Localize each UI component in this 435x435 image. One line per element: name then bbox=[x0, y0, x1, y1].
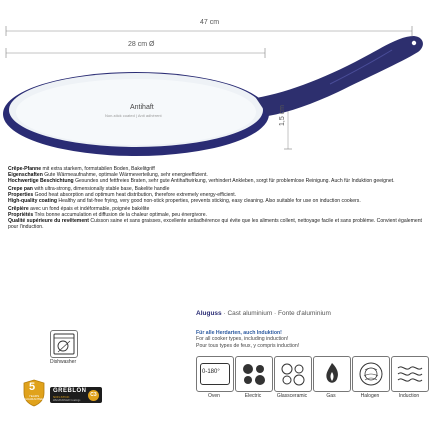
en-title-label: Crepe pan bbox=[8, 186, 33, 192]
herd-fr: Pour tous types de feux, y compris induction! bbox=[196, 342, 300, 349]
gas-icon bbox=[314, 357, 350, 391]
description bbox=[8, 166, 428, 232]
greblon-badge bbox=[50, 387, 102, 403]
fr-title-label: Crêpière bbox=[8, 206, 29, 212]
herd-en: For all cooker types, including induction! bbox=[196, 336, 289, 343]
material-de: Aluguss bbox=[196, 310, 222, 317]
guarantee-years: 5 bbox=[29, 381, 36, 393]
induction-icon bbox=[392, 357, 428, 391]
material-sep2: · bbox=[272, 310, 279, 317]
description-en bbox=[8, 186, 428, 204]
cooker-label-oven: Oven bbox=[208, 393, 220, 399]
guarantee-badge bbox=[20, 378, 48, 408]
material-line bbox=[196, 310, 331, 317]
fr-props-label: Propriétés bbox=[8, 212, 34, 218]
greblon-sub: NON-STICK bbox=[53, 395, 70, 399]
handle-hang-hole bbox=[412, 41, 416, 45]
description-fr bbox=[8, 206, 428, 230]
product-drawing bbox=[0, 0, 435, 160]
cooker-label-induction: Induction bbox=[398, 393, 420, 399]
en-props-label: Properties bbox=[8, 192, 34, 198]
cooker-halogen bbox=[352, 356, 390, 392]
cooker-label-electric: Electric bbox=[244, 393, 262, 399]
material-sep: · bbox=[221, 310, 228, 317]
herd-title: Für alle Herdarten, auch Induktion! bbox=[196, 330, 282, 336]
dishwasher-badge bbox=[50, 330, 78, 358]
pan-inner-surface bbox=[16, 79, 256, 145]
coating-title: Antihaft bbox=[130, 104, 154, 111]
material-fr: Fonte d'aluminium bbox=[278, 310, 331, 317]
diameter-label: 28 cm Ø bbox=[128, 41, 155, 48]
en-props-text: Good heat absorption and optimum heat distribution, therefore extremely energy-efficient. bbox=[33, 192, 237, 198]
en-title-text: with ultra-strong, dimensionally stable base, Bakelite handle bbox=[32, 186, 170, 192]
guarantee-label: YEARS GUARANTEE bbox=[24, 394, 44, 402]
description-de bbox=[8, 166, 428, 184]
halogen-icon bbox=[353, 357, 389, 391]
greblon-dots: C3 bbox=[88, 390, 99, 401]
length-label: 47 cm bbox=[200, 19, 220, 26]
material-en: Cast aluminium bbox=[227, 310, 273, 317]
cooker-label-halogen: Halogen bbox=[360, 393, 380, 399]
electric-icon bbox=[236, 357, 272, 391]
cooker-electric bbox=[235, 356, 273, 392]
cooker-gas bbox=[313, 356, 351, 392]
de-title-text: mit extra starkem, formstabilen Boden, Bakelitgriff bbox=[41, 166, 155, 172]
cooker-glassceramic bbox=[274, 356, 312, 392]
fr-title-text: avec un fond épais et indéformable, poignée bakélite bbox=[28, 206, 150, 212]
en-coat-text: Healthy and fat-free frying, very good non-stick properties, prevents sticking, easy cleaning. Also suitable for use on induction cookers. bbox=[56, 198, 361, 204]
de-title-label: Crêpe-Pfanne bbox=[8, 166, 42, 172]
de-coat-label: Hochwertige Beschichtung bbox=[8, 178, 74, 184]
en-coat-label: High-quality coating bbox=[8, 198, 57, 204]
coating-subtitle: Non-stick coated | Anti adhérent bbox=[105, 113, 162, 118]
dishwasher-label: Dishwasher bbox=[50, 359, 77, 365]
cooker-label-gas: Gas bbox=[326, 393, 336, 399]
de-props-text: Gute Wärmeaufnahme, optimale Wärmeverteilung, sehr energieeffizient. bbox=[42, 172, 208, 178]
de-props-label: Eigenschaften bbox=[8, 172, 43, 178]
dishwasher-icon bbox=[51, 331, 77, 357]
glassceramic-icon bbox=[275, 357, 311, 391]
oven-temp: 0-180° bbox=[202, 369, 220, 375]
fr-coat-text: Cuisson saine et sans graisses, excellente antiadhérence qui évite que les aliments collent, nettoyage facile et sans problème. Convient également pour l'induction. bbox=[8, 218, 422, 230]
cooker-oven bbox=[196, 356, 234, 392]
cooker-label-glassceramic: Glassceramic bbox=[276, 393, 308, 399]
herd-info bbox=[196, 330, 299, 349]
fr-props-text: Très bonne accumulation et diffusion de la chaleur optimale, peu énergivore. bbox=[33, 212, 207, 218]
greblon-small: WEILBURGER Coatings bbox=[53, 399, 81, 402]
height-label: 1,5 cm bbox=[279, 104, 286, 126]
cooker-induction bbox=[391, 356, 429, 392]
greblon-brand: GREBLON bbox=[53, 388, 87, 394]
fr-coat-label: Qualité supérieure du revêtement bbox=[8, 218, 89, 224]
de-coat-text: Gesundes und fettfreies Braten, sehr gute Antihaftwirkung, verhindert Ankleben, sorgt für problemlose Reinigung. Auch für Induktion geeignet. bbox=[73, 178, 395, 184]
